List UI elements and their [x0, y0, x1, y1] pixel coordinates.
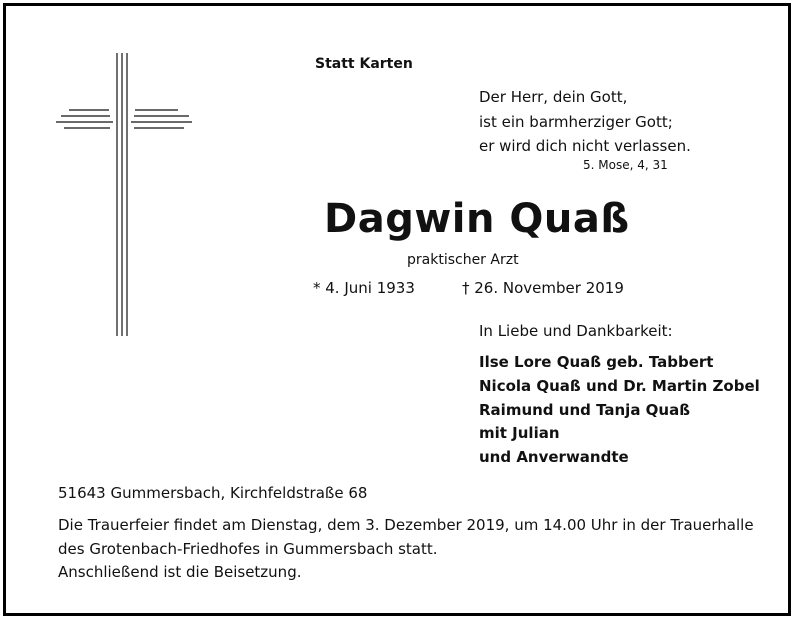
header-statt-karten: Statt Karten	[315, 56, 413, 72]
family-address: 51643 Gummersbach, Kirchfeldstraße 68	[58, 484, 368, 502]
mourners-intro: In Liebe und Dankbarkeit:	[479, 322, 673, 340]
mourner-name: und Anverwandte	[479, 448, 629, 467]
verse-line: ist ein barmherziger Gott;	[479, 112, 673, 131]
cross-icon	[6, 6, 206, 346]
death-date: † 26. November 2019	[462, 279, 624, 297]
mourner-name: Ilse Lore Quaß geb. Tabbert	[479, 353, 714, 371]
deceased-profession: praktischer Arzt	[407, 252, 519, 268]
mourner-name: Raimund und Tanja Quaß	[479, 400, 691, 419]
birth-date: * 4. Juni 1933	[313, 279, 415, 297]
service-line: Die Trauerfeier findet am Dienstag, dem 3. Dezember 2019, um 14.00 Uhr in der Trauerhalle	[58, 516, 754, 534]
funeral-service-info	[58, 513, 754, 561]
bible-verse	[479, 85, 691, 159]
mourners-list	[479, 351, 760, 470]
deceased-name: Dagwin Quaß	[324, 196, 630, 242]
mourner-name: mit Julian	[479, 424, 560, 443]
burial-info: Anschließend ist die Beisetzung.	[58, 563, 302, 581]
verse-line: er wird dich nicht verlassen.	[479, 137, 691, 155]
mourner-name: Nicola Quaß und Dr. Martin Zobel	[479, 376, 760, 395]
verse-line: Der Herr, dein Gott,	[479, 88, 628, 106]
verse-reference: 5. Mose, 4, 31	[583, 158, 668, 172]
obituary-notice	[3, 3, 791, 616]
service-line: des Grotenbach-Friedhofes in Gummersbach statt.	[58, 540, 438, 558]
